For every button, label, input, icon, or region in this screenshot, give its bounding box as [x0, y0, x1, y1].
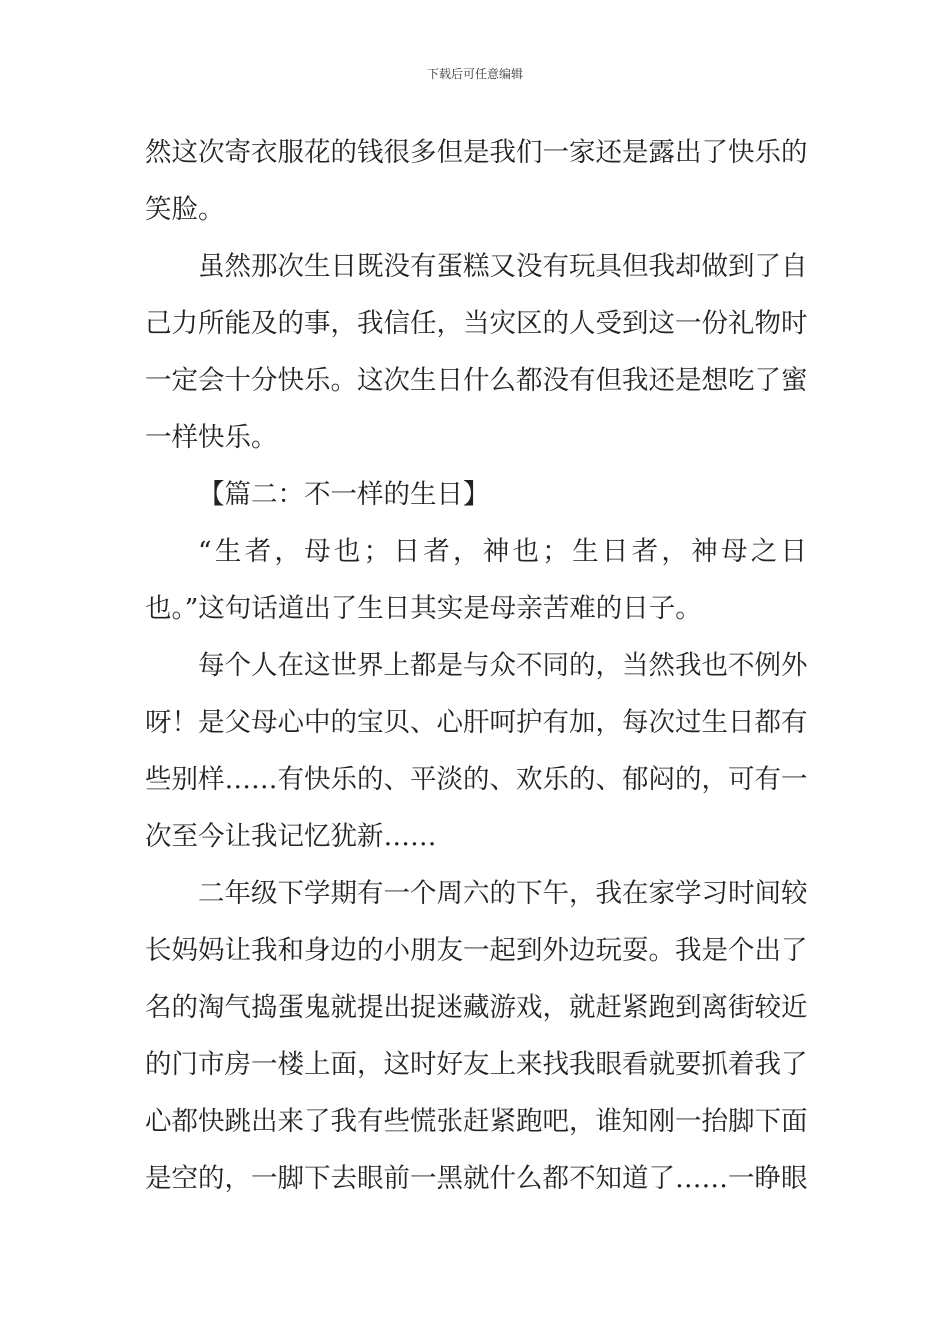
text-line: 然这次寄衣服花的钱很多但是我们一家还是露出了快乐的: [145, 137, 807, 168]
page-header-note: 下载后可任意编辑: [426, 67, 523, 81]
section-heading: 【篇二：不一样的生日】: [198, 479, 490, 510]
text-line: 每个人在这世界上都是与众不同的，当然我也不例外: [198, 650, 807, 681]
text-line: 笑脸。: [145, 194, 225, 225]
text-line: 是空的，一脚下去眼前一黑就什么都不知道了……一睁眼: [145, 1163, 807, 1194]
text-line: 些别样……有快乐的、平淡的、欢乐的、郁闷的，可有一: [145, 764, 807, 795]
text-line: 长妈妈让我和身边的小朋友一起到外边玩耍。我是个出了: [145, 935, 807, 966]
text-line: 一样快乐。: [145, 422, 278, 453]
text-line: “生者，母也；日者，神也；生日者，神母之日: [198, 536, 807, 567]
text-line: 二年级下学期有一个周六的下午，我在家学习时间较: [198, 878, 807, 909]
text-line: 也。”这句话道出了生日其实是母亲苦难的日子。: [145, 593, 702, 624]
text-line: 心都快跳出来了我有些慌张赶紧跑吧，谁知刚一抬脚下面: [145, 1106, 807, 1137]
text-line: 呀！是父母心中的宝贝、心肝呵护有加，每次过生日都有: [145, 707, 807, 738]
document-body: [145, 124, 807, 1207]
text-line: 名的淘气捣蛋鬼就提出捉迷藏游戏，就赶紧跑到离街较近: [145, 992, 807, 1023]
text-line: 虽然那次生日既没有蛋糕又没有玩具但我却做到了自: [198, 251, 807, 282]
text-line: 次至今让我记忆犹新……: [145, 821, 437, 852]
text-line: 一定会十分快乐。这次生日什么都没有但我还是想吃了蜜: [145, 365, 807, 396]
text-line: 的门市房一楼上面，这时好友上来找我眼看就要抓着我了: [145, 1049, 807, 1080]
text-line: 己力所能及的事，我信任，当灾区的人受到这一份礼物时: [145, 308, 807, 339]
